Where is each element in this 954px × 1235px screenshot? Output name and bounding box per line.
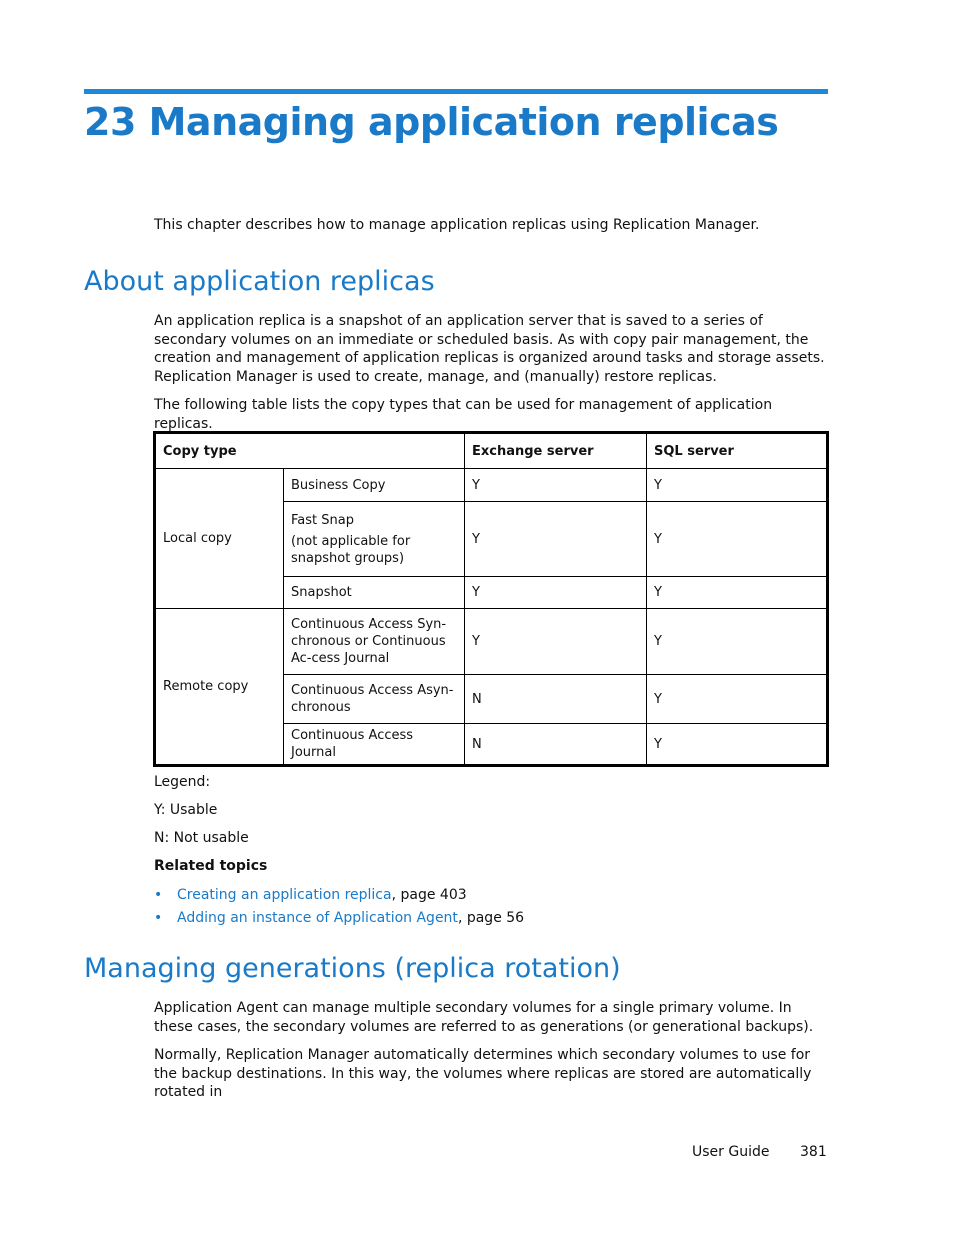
copy-type-cell: Continuous Access Syn-chronous or Continuous Ac-cess Journal xyxy=(284,609,465,675)
generations-paragraph-1: Application Agent can manage multiple secondary volumes for a single primary volume. In these cases, the secondary volumes are referred to as generations (or generational backups). xyxy=(154,1000,814,1035)
legend-title: Legend: xyxy=(154,774,211,790)
copy-type-note: (not applicable for snapshot groups) xyxy=(291,533,411,566)
related-page-ref: , page 56 xyxy=(457,910,525,926)
related-item xyxy=(154,887,467,903)
related-item xyxy=(154,910,524,926)
generations-heading: Managing generations (replica rotation) xyxy=(84,953,621,984)
chapter-title: 23 Managing application replicas xyxy=(84,100,779,144)
copy-type-cell xyxy=(284,502,465,577)
sql-cell: Y xyxy=(647,502,828,577)
table-row xyxy=(155,469,828,502)
footer-page-number: 381 xyxy=(800,1144,827,1160)
copy-type-table xyxy=(153,431,829,767)
legend-usable: Y: Usable xyxy=(154,802,218,818)
copy-type-cell: Continuous Access Asyn-chronous xyxy=(284,675,465,724)
header-exchange-server: Exchange server xyxy=(465,433,647,469)
bullet-icon: • xyxy=(154,887,163,903)
bullet-icon: • xyxy=(154,910,163,926)
table-row xyxy=(155,609,828,675)
sql-cell: Y xyxy=(647,675,828,724)
exchange-cell: Y xyxy=(465,469,647,502)
group-label: Remote copy xyxy=(155,609,284,766)
exchange-cell: Y xyxy=(465,609,647,675)
related-topics-title: Related topics xyxy=(154,858,268,874)
sql-cell: Y xyxy=(647,724,828,766)
exchange-cell: N xyxy=(465,724,647,766)
exchange-cell: N xyxy=(465,675,647,724)
chapter-rule xyxy=(84,89,828,94)
header-copy-type: Copy type xyxy=(155,433,465,469)
about-heading: About application replicas xyxy=(84,266,435,297)
about-paragraph-2: The following table lists the copy types that can be used for management of application replicas. xyxy=(154,397,773,432)
header-sql-server: SQL server xyxy=(647,433,828,469)
about-paragraph-1: An application replica is a snapshot of an application server that is saved to a series of secondary volumes on an immediate or scheduled basis. As with copy pair management, the creation and management of application replicas is organized around tasks and storage assets. Replication Manager is used to create, manage, and (manually) restore replicas. xyxy=(154,313,825,385)
related-page-ref: , page 403 xyxy=(391,887,467,903)
sql-cell: Y xyxy=(647,577,828,609)
sql-cell: Y xyxy=(647,469,828,502)
footer-guide-label: User Guide xyxy=(692,1144,770,1160)
copy-type-name: Fast Snap xyxy=(291,512,354,528)
exchange-cell: Y xyxy=(465,502,647,577)
table-header-row xyxy=(155,433,828,469)
copy-type-cell: Business Copy xyxy=(284,469,465,502)
sql-cell: Y xyxy=(647,609,828,675)
intro-text: This chapter describes how to manage application replicas using Replication Manager. xyxy=(154,217,760,233)
exchange-cell: Y xyxy=(465,577,647,609)
related-link-creating-replica[interactable]: Creating an application replica xyxy=(177,887,392,903)
group-label: Local copy xyxy=(155,469,284,609)
copy-type-cell: Continuous Access Journal xyxy=(284,724,465,766)
related-link-adding-agent[interactable]: Adding an instance of Application Agent xyxy=(177,910,458,926)
generations-paragraph-2: Normally, Replication Manager automatically determines which secondary volumes to use for the backup destinations. In this way, the volumes where replicas are stored are automatically rotated in xyxy=(154,1047,812,1100)
legend-not-usable: N: Not usable xyxy=(154,830,249,846)
copy-type-cell: Snapshot xyxy=(284,577,465,609)
